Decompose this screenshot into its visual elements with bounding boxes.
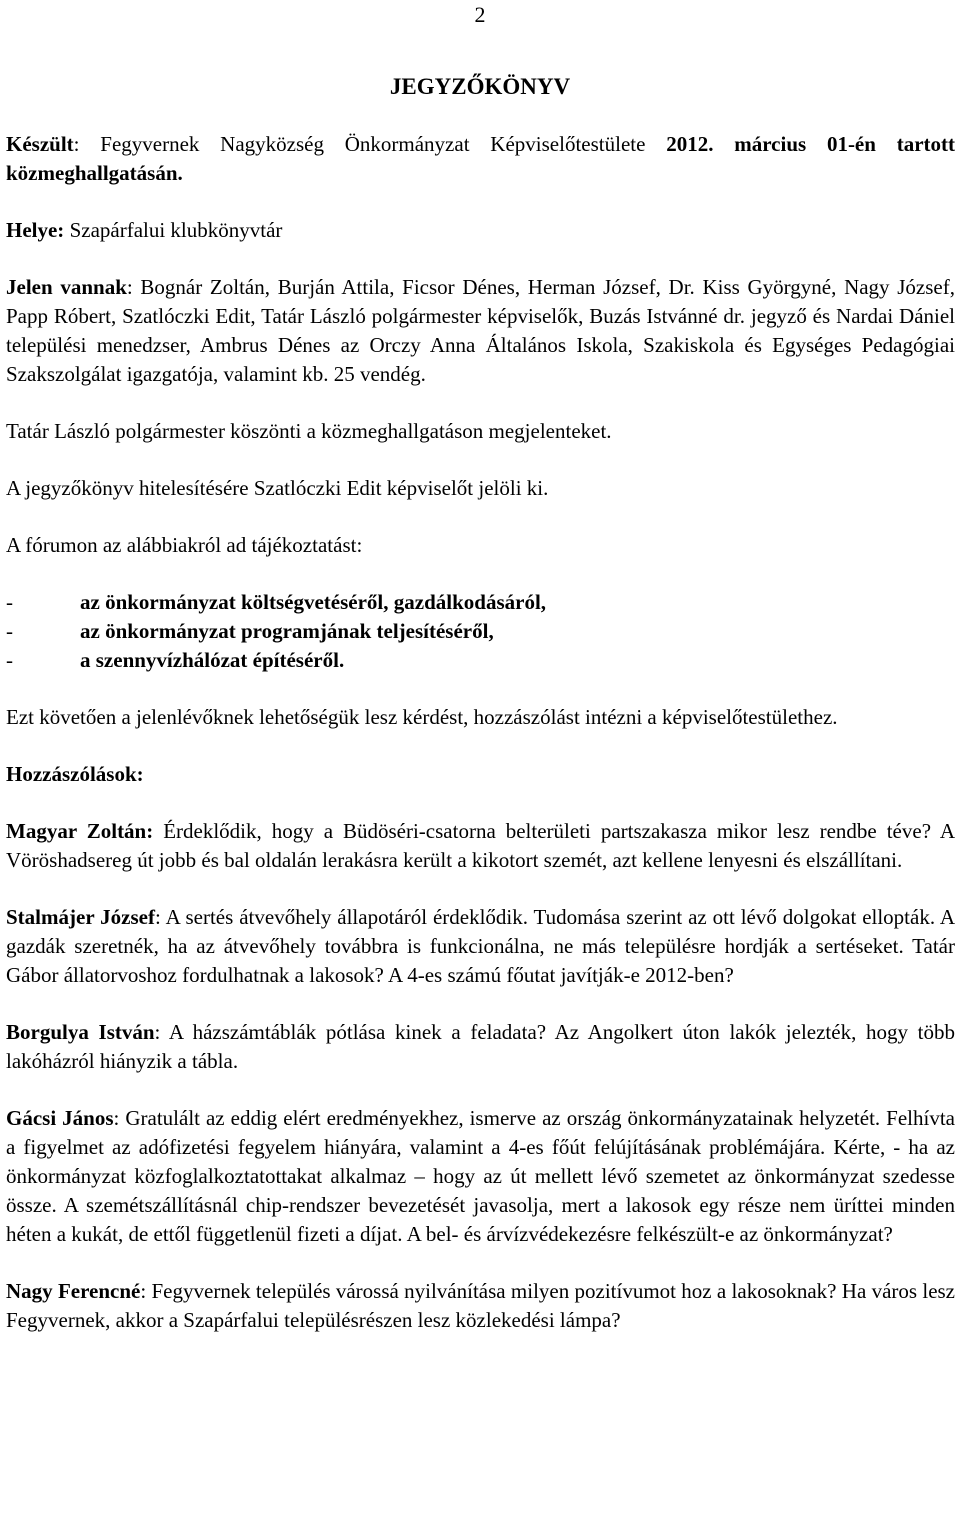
comment-text: : A házszámtáblák pótlása kinek a feladata? Az Angolkert úton lakók jelezték, hogy több lakóházról hiányzik a tábla.	[6, 1020, 956, 1073]
comment-author: Gácsi János	[6, 1106, 114, 1130]
agenda-dash: -	[6, 619, 13, 643]
comment-author: Stalmájer József	[6, 905, 155, 929]
comment-author: Borgulya István	[6, 1020, 155, 1044]
keszult-text: : Fegyvernek Nagyközség Önkormányzat Képviselőtestülete	[73, 132, 667, 156]
helye-paragraph	[6, 216, 955, 245]
page-number: 2	[474, 2, 486, 27]
jelen-label: Jelen vannak	[6, 275, 127, 299]
helye-label: Helye:	[6, 218, 65, 242]
agenda-item	[6, 646, 955, 675]
agenda-dash: -	[6, 590, 13, 614]
keszult-label: Készült	[6, 132, 74, 156]
document-title: JEGYZŐKÖNYV	[389, 74, 571, 99]
comment-stalmajer	[6, 903, 955, 990]
jelen-text: : Bognár Zoltán, Burján Attila, Ficsor Dénes, Herman József, Dr. Kiss Györgyné, Nagy József, Papp Róbert, Szatlóczki Edit, Tatár László polgármester képviselők, Buzás Istvánné dr. jegyző és Nardai Dániel települési menedzser, Ambrus Dénes az Orczy Anna Általános Iskola, Szakiskola és Egységes Pedagógiai Szakszolgálat igazgatója, valamint kb. 25 vendég.	[6, 275, 955, 386]
comment-text: : Gratulált az eddig elért eredményekhez, ismerve az ország önkormányzatainak helyzetét. Felhívta a figyelmet az adófizetési fegyelem hiányára, valamint a 4-es főút felújításának problémájára. Kérte, - ha az önkormányzat közfoglalkoztatottakat alkalmaz – hogy az út mellett lévő szemetet az önkormányzat szedesse össze. A szemétszállításnál chip-rendszer bevezetését javasolja, mert a lakosok egy része nem üríttei minden héten a kukát, de ettől függetlenül fizeti a díjat. A bel- és árvízvédekezésre felkészült-e az önkormányzat?	[6, 1106, 955, 1246]
document-body	[6, 130, 955, 1335]
koszonti-paragraph: Tatár László polgármester köszönti a közmeghallgatáson megjelenteket.	[6, 419, 612, 443]
comment-text: : Fegyvernek település várossá nyilvánítása milyen pozitívumot hoz a lakosoknak? Ha város lesz Fegyvernek, akkor a Szapárfalui településrészen lesz közlekedési lámpa?	[6, 1279, 956, 1332]
comment-author: Magyar Zoltán:	[6, 819, 154, 843]
forum-paragraph: A fórumon az alábbiakról ad tájékoztatást:	[6, 533, 363, 557]
jelen-paragraph	[6, 273, 955, 389]
agenda-dash: -	[6, 648, 13, 672]
comment-text: : A sertés átvevőhely állapotáról érdeklődik. Tudomása szerint az ott lévő dolgokat ellopták. A gazdák szeretnék, ha az átvevőhely továbbra is funkcionálna, ne más településre hordják a sertéseket. Tatár Gábor állatorvoshoz fordulhatnak a lakosok? A 4-es számú főutat javítják-e 2012-ben?	[6, 905, 956, 987]
comment-magyar	[6, 817, 955, 875]
agenda-item	[6, 617, 955, 646]
ezt-kovetoen-paragraph: Ezt követően a jelenlévőknek lehetőségük lesz kérdést, hozzászólást intézni a képviselőtestülethez.	[6, 705, 838, 729]
hozzaszolasok-heading: Hozzászólások:	[6, 762, 144, 786]
comment-author: Nagy Ferencné	[6, 1279, 141, 1303]
agenda-item-text: az önkormányzat költségvetéséről, gazdálkodásáról,	[80, 590, 547, 614]
comment-gacsi	[6, 1104, 955, 1249]
keszult-paragraph	[6, 130, 955, 188]
agenda-item-text: a szennyvízhálózat építéséről.	[80, 648, 345, 672]
keszult-date: 2012. március 01-én tartott közmeghallgatásán.	[6, 132, 955, 185]
agenda-item	[6, 588, 955, 617]
agenda-item-text: az önkormányzat programjának teljesítéséről,	[80, 619, 494, 643]
agenda-list	[6, 588, 955, 675]
helye-text: Szapárfalui klubkönyvtár	[64, 218, 283, 242]
hitelesites-paragraph: A jegyzőkönyv hitelesítésére Szatlóczki Edit képviselőt jelöli ki.	[6, 476, 549, 500]
comment-nagy	[6, 1277, 955, 1335]
comment-text: Érdeklődik, hogy a Büdöséri-csatorna belterületi partszakasza mikor lesz rendbe téve? A Vöröshadsereg út jobb és bal oldalán lerakásra került a kikotort szemét, azt kellene lenyesni és elszállítani.	[6, 819, 955, 872]
comment-borgulya	[6, 1018, 955, 1076]
